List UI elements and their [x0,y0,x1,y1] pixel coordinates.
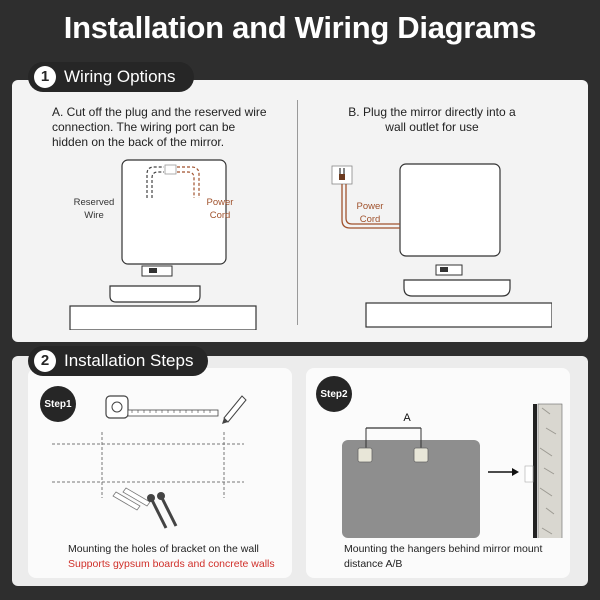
pencil-icon [224,396,246,422]
step1-card [28,368,292,578]
option-b-diagram [322,158,552,330]
step2-caption: Mounting the hangers behind mirror mount distance A/B [344,543,543,570]
counter-icon [70,306,256,330]
wiring-options-panel [12,80,588,342]
hanger-icon-left [358,448,372,462]
step2-diagram [326,388,566,538]
page-title: Installation and Wiring Diagrams [63,10,537,45]
step2-badge: Step2 [316,376,352,412]
section-2-number: 2 [34,350,56,372]
section-1-header [28,62,194,92]
section-1-number: 1 [34,66,56,88]
tape-measure-icon [106,396,128,418]
section-1-label: Wiring Options [64,67,176,86]
hanger-icon-right [414,448,428,462]
step1-badge: Step1 [40,386,76,422]
basin-icon [404,280,510,296]
power-cord-label-b: Power Cord [356,201,384,225]
reserved-wire-label: Reserved Wire [73,197,115,221]
basin-icon [110,286,200,302]
connector-icon [165,165,176,174]
option-a-diagram [52,158,267,330]
step1-caption: Mounting the holes of bracket on the wall [68,543,259,555]
power-cord-label-a: Power Cord [206,197,234,221]
distance-label: A [403,412,411,424]
option-a-text: A. Cut off the plug and the reserved wire connection. The wiring port can be hidden on the back of the mirror. [52,105,267,149]
step1-diagram [48,388,288,536]
mirror-profile [533,404,537,538]
section-2-header [28,346,208,376]
step2-card [306,368,570,578]
section-2-label: Installation Steps [64,351,194,370]
divider [297,100,298,325]
mirror-shape [400,164,500,256]
installation-steps-panel [12,356,588,586]
option-b-text: B. Plug the mirror directly into a wall outlet for use [348,105,516,134]
wall-section [538,404,562,538]
step1-note: Supports gypsum boards and concrete walls [68,558,275,570]
wiring-port-icon [436,265,462,275]
counter-icon [366,303,552,327]
